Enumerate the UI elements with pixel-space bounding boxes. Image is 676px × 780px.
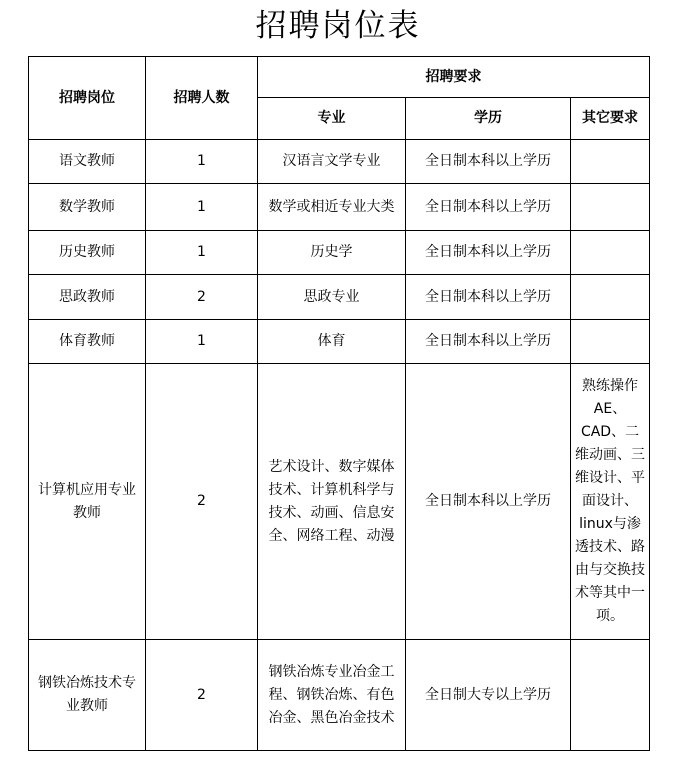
cell-education: 全日制本科以上学历 [406, 140, 571, 184]
cell-major: 钢铁冶炼专业冶金工程、钢铁冶炼、有色冶金、黑色冶金技术 [258, 640, 406, 751]
cell-position: 钢铁冶炼技术专业教师 [29, 640, 146, 751]
cell-position: 语文教师 [29, 140, 146, 184]
cell-education: 全日制本科以上学历 [406, 364, 571, 640]
cell-major: 历史学 [258, 231, 406, 275]
cell-major: 思政专业 [258, 275, 406, 320]
cell-other: 熟练操作AE、CAD、二维动画、三维设计、平面设计、linux与渗透技术、路由与交换技术等其中一项。 [571, 364, 650, 640]
cell-education: 全日制本科以上学历 [406, 231, 571, 275]
table-row [29, 320, 650, 364]
cell-count: 2 [146, 640, 258, 751]
cell-other [571, 320, 650, 364]
cell-count: 2 [146, 364, 258, 640]
cell-major: 艺术设计、数字媒体技术、计算机科学与技术、动画、信息安全、网络工程、动漫 [258, 364, 406, 640]
header-major: 专业 [258, 98, 406, 140]
cell-other [571, 231, 650, 275]
table-row [29, 275, 650, 320]
cell-position: 思政教师 [29, 275, 146, 320]
cell-education: 全日制本科以上学历 [406, 184, 571, 231]
cell-position: 体育教师 [29, 320, 146, 364]
cell-education: 全日制大专以上学历 [406, 640, 571, 751]
cell-other [571, 184, 650, 231]
table-row [29, 140, 650, 184]
recruitment-table [28, 56, 650, 751]
cell-major: 数学或相近专业大类 [258, 184, 406, 231]
table-row [29, 640, 650, 751]
cell-other [571, 140, 650, 184]
table-row [29, 364, 650, 640]
table-row [29, 231, 650, 275]
header-other: 其它要求 [571, 98, 650, 140]
cell-education: 全日制本科以上学历 [406, 275, 571, 320]
header-requirements: 招聘要求 [258, 57, 650, 98]
cell-major: 体育 [258, 320, 406, 364]
cell-count: 1 [146, 231, 258, 275]
cell-count: 1 [146, 320, 258, 364]
cell-other [571, 275, 650, 320]
header-count: 招聘人数 [146, 57, 258, 140]
cell-count: 1 [146, 140, 258, 184]
cell-count: 1 [146, 184, 258, 231]
header-education: 学历 [406, 98, 571, 140]
cell-position: 历史教师 [29, 231, 146, 275]
page-title: 招聘岗位表 [255, 8, 421, 44]
cell-major: 汉语言文学专业 [258, 140, 406, 184]
table-row [29, 184, 650, 231]
cell-other [571, 640, 650, 751]
cell-education: 全日制本科以上学历 [406, 320, 571, 364]
cell-count: 2 [146, 275, 258, 320]
cell-position: 数学教师 [29, 184, 146, 231]
header-position: 招聘岗位 [29, 57, 146, 140]
cell-position: 计算机应用专业教师 [29, 364, 146, 640]
